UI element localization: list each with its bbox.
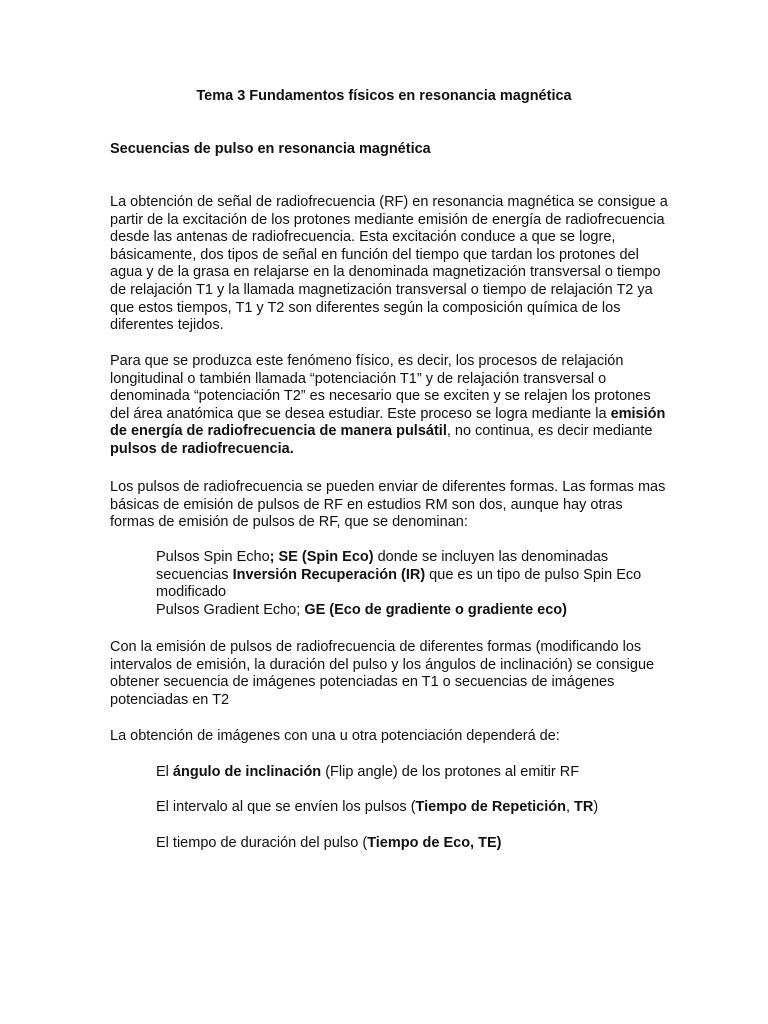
paragraph-text: que es un tipo de pulso Spin Eco modificado [156,566,642,601]
emphasis-repetition-time: Tiempo de Repetición [415,799,566,815]
paragraph-text: Pulsos Gradient Echo; [156,602,305,618]
emphasis-se: ; SE (Spin Eco) [269,549,374,565]
paragraph-text: , no continua, es decir mediante [446,423,653,440]
list-item-tr [156,799,676,817]
emphasis-flip-angle: ángulo de inclinación [172,764,322,780]
list-item-flip-angle [156,764,676,782]
paragraph-text: (Flip angle) de los protones al emitir RF [321,764,580,780]
paragraph-weighting: Con la emisión de pulsos de radiofrecuencia de diferentes formas (modificando los intervalos de emisión, la duración del pulso y los ángulos de inclinación) se consigue obtener secuencia de imágenes potenciadas en T1 o secuencias de imágenes potenciadas en T2 [110,639,655,708]
list-item-te [156,835,676,853]
emphasis-echo-time: Tiempo de Eco, TE) [367,835,502,851]
paragraph-text: Pulsos Spin Echo [156,549,270,565]
paragraph-pulse-forms: Los pulsos de radiofrecuencia se pueden enviar de diferentes formas. Las formas mas básicas de emisión de pulsos de RF en estudios RM son dos, aunque hay otras formas de emisión de pulsos de RF, que se denominan: [110,479,666,531]
paragraph-text: El tiempo de duración del pulso ( [156,835,368,851]
emphasis-tr: TR [574,799,594,815]
paragraph-text: donde se incluyen las denominadas secuencias [156,549,609,583]
paragraph-text: , [565,799,575,815]
paragraph-depends: La obtención de imágenes con una u otra potenciación dependerá de: [110,728,560,744]
emphasis-ge: GE (Eco de gradiente o gradiente eco) [304,602,567,618]
list-item-gradient-echo [156,602,676,620]
paragraph-text: Para que se produzca este fenómeno físico, es decir, los procesos de relajación longitudinal o también llamada “potenciación T1” y de relajación transversal o denominada “potenciación T2” es necesario que se exciten y se relajen los protones del área anatómica que se desea estudiar. Este proceso se logra mediante la [110,353,651,422]
emphasis-pulsatile-emission: emisión de energía de radiofrecuencia de manera pulsátil [110,405,666,440]
paragraph-text: El [156,764,173,780]
list-item-spin-echo [156,549,676,602]
section-heading: Secuencias de pulso en resonancia magnética [110,141,431,157]
emphasis-rf-pulses: pulsos de radiofrecuencia. [110,440,294,457]
paragraph-text: ) [593,799,599,815]
paragraph-signal-intro: La obtención de señal de radiofrecuencia (RF) en resonancia magnética se consigue a partir de la excitación de los protones mediante emisión de energía de radiofrecuencia desde las antenas de radiofrecuencia. Esta excitación conduce a que se logre, básicamente, dos tipos de señal en función del tiempo que tardan los protones del agua y de la grasa en relajarse en la denominada magnetización transversal o tiempo de relajación T1 y la llamada magnetización transversal o tiempo de relajación T2 ya que estos tiempos, T1 y T2 son diferentes según la composición química de los diferentes tejidos. [110,194,668,334]
paragraph-text: El intervalo al que se envíen los pulsos ( [156,799,416,815]
paragraph-relaxation [110,353,670,459]
document-title: Tema 3 Fundamentos físicos en resonancia magnética [196,88,572,104]
emphasis-ir: Inversión Recuperación (IR) [232,566,426,583]
